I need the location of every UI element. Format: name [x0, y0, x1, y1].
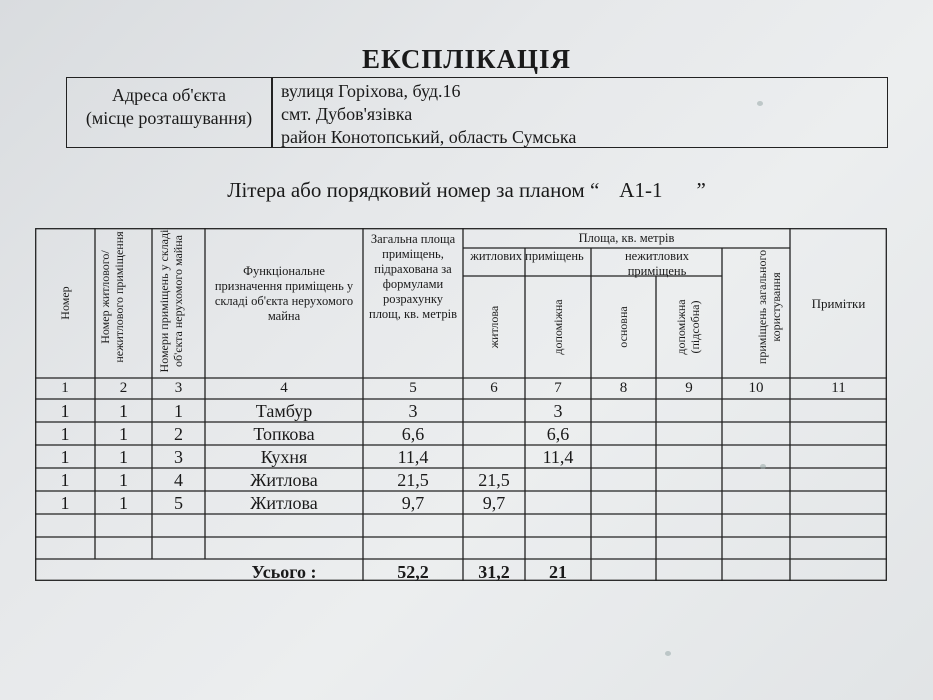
header-living-group: житлових приміщень: [470, 249, 584, 263]
cell-function: Тамбур: [255, 401, 313, 421]
litera-close: ”: [696, 178, 706, 202]
col-number-8: 8: [619, 380, 628, 396]
header-area-group: Площа, кв. метрів: [578, 231, 675, 245]
header-living: житлова: [487, 305, 501, 349]
address-label: [67, 84, 271, 130]
totals-label: Усього :: [251, 562, 317, 582]
address-region: район Конотопський, область Сумська: [281, 127, 577, 147]
col-number-10: 10: [748, 380, 764, 396]
cell-apartment: 1: [119, 493, 128, 513]
header-total-area: Загальна площа приміщень, підрахована за формулами розрахунку площ, кв. метрів: [369, 232, 457, 321]
paper-speck: [760, 464, 766, 469]
header-room-numbers: Номери приміщень у складі об'єкта нерухомого майна: [157, 229, 185, 373]
header-number: Номер: [58, 286, 72, 320]
cell-number: 1: [60, 401, 70, 421]
address-value: [281, 80, 576, 149]
paper-speck: [665, 651, 671, 656]
cell-number: 1: [60, 493, 70, 513]
col-number-3: 3: [174, 380, 183, 396]
cell-function: Топкова: [253, 424, 315, 444]
totals-total-area: 52,2: [397, 562, 429, 582]
col-number-1: 1: [61, 380, 69, 396]
totals-living-area: 31,2: [478, 562, 510, 582]
cell-room: 2: [174, 424, 183, 444]
cell-room: 3: [174, 447, 183, 467]
header-function: Функціональне призначення приміщень у складі об'єкта нерухомого майна: [214, 264, 354, 323]
cell-total: 6,6: [401, 424, 425, 444]
cell-auxiliary: 6,6: [546, 424, 570, 444]
header-common-use: приміщень загального користування: [755, 249, 783, 365]
cell-apartment: 1: [119, 401, 128, 421]
header-apartment-number: Номер житлового/ нежитлового приміщення: [98, 231, 126, 363]
cell-apartment: 1: [119, 470, 128, 490]
cell-number: 1: [60, 424, 70, 444]
cell-apartment: 1: [119, 447, 128, 467]
explication-table: [35, 228, 887, 581]
col-number-4: 4: [280, 380, 288, 396]
plan-litera-line: [0, 178, 933, 203]
cell-total: 21,5: [397, 470, 429, 490]
col-number-11: 11: [831, 380, 846, 396]
address-settlement: смт. Дубов'язівка: [281, 104, 413, 124]
cell-total: 3: [408, 401, 418, 421]
cell-apartment: 1: [119, 424, 128, 444]
document-title: ЕКСПЛІКАЦІЯ: [361, 44, 572, 74]
cell-room: 1: [174, 401, 183, 421]
col-number-7: 7: [554, 380, 562, 396]
cell-living: 21,5: [478, 470, 510, 490]
cell-number: 1: [60, 447, 70, 467]
cell-total: 9,7: [401, 493, 425, 513]
cell-auxiliary: 3: [553, 401, 563, 421]
cell-function: Житлова: [250, 493, 318, 513]
cell-room: 5: [174, 493, 183, 513]
totals-auxiliary-area: 21: [549, 562, 567, 582]
cell-number: 1: [60, 470, 70, 490]
col-number-5: 5: [409, 380, 417, 396]
col-number-2: 2: [119, 380, 128, 396]
litera-code: А1-1: [619, 178, 663, 202]
cell-auxiliary: 11,4: [542, 447, 574, 467]
cell-function: Кухня: [260, 447, 308, 467]
address-label-line1: Адреса об'єкта: [111, 85, 226, 105]
paper-speck: [757, 101, 763, 106]
address-box: [66, 77, 888, 148]
address-divider: [271, 78, 273, 147]
header-notes: Примітки: [811, 296, 866, 311]
col-number-6: 6: [490, 380, 498, 396]
header-nonliving-group: нежитлових приміщень: [624, 249, 690, 278]
header-main: основна: [616, 306, 630, 348]
header-auxiliary: допоміжна: [551, 299, 565, 355]
cell-room: 4: [174, 470, 183, 490]
address-label-line2: (місце розташування): [85, 108, 253, 128]
cell-total: 11,4: [397, 447, 429, 467]
col-number-9: 9: [685, 380, 693, 396]
header-utility: допоміжна (підсобна): [674, 299, 702, 355]
cell-function: Житлова: [250, 470, 318, 490]
cell-living: 9,7: [482, 493, 506, 513]
address-street: вулиця Горіхова, буд.16: [281, 81, 461, 101]
litera-text: Літера або порядковий номер за планом “: [227, 178, 600, 202]
